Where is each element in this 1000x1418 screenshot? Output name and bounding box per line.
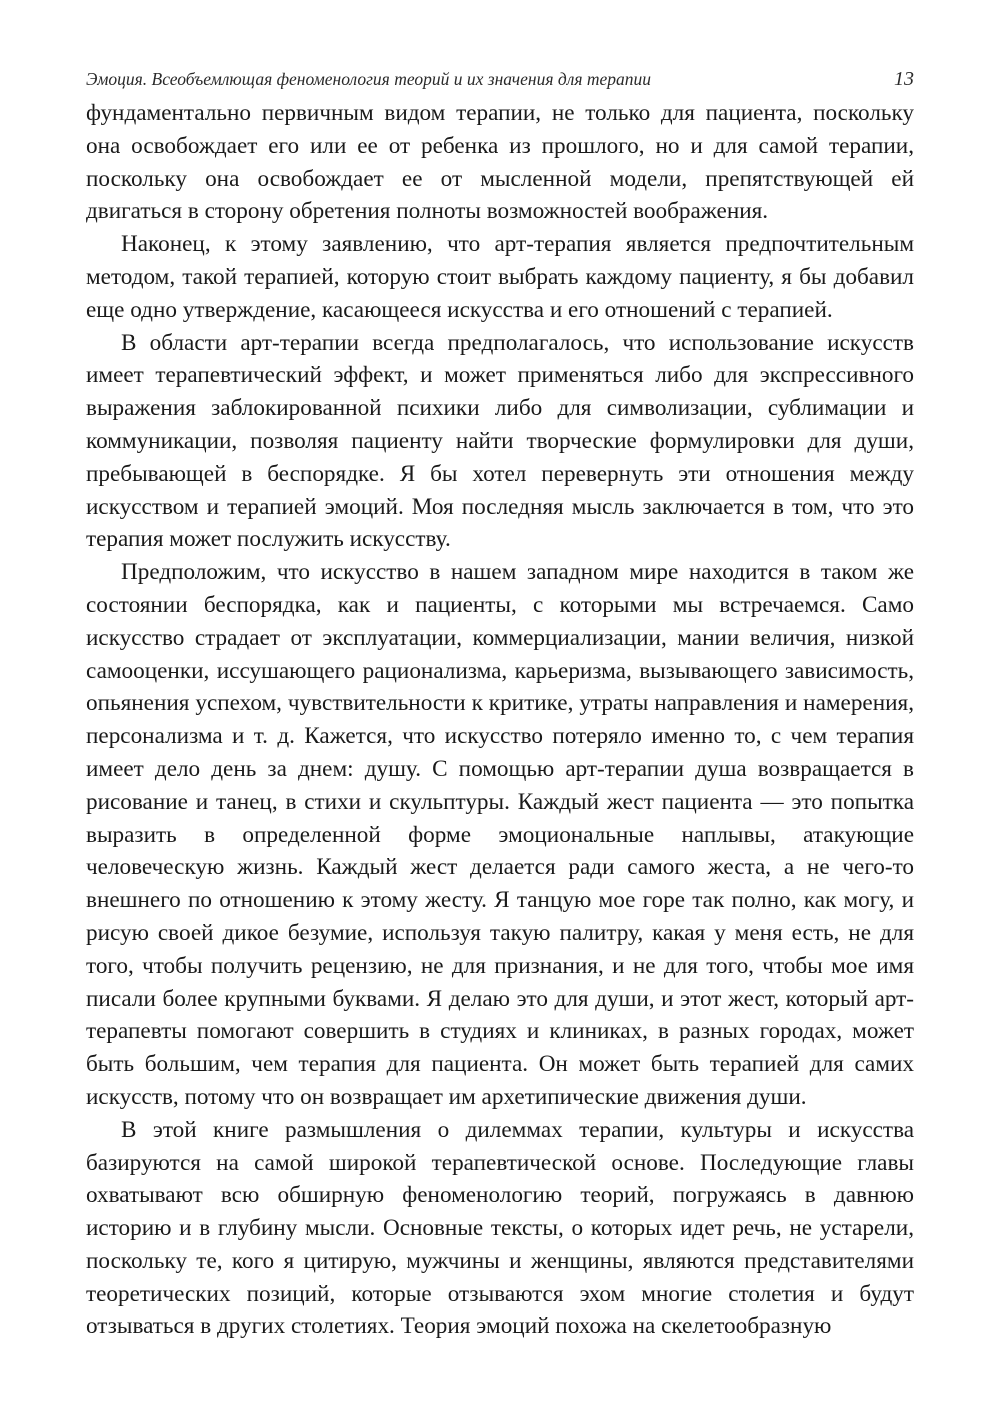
paragraph: В области арт-терапии всегда предполагалось, что использование искусств имеет терапевтический эффект, и может применяться либо для экспрессивного выражения заблокированной психики либо для символизации, сублимации и коммуникации, позволяя пациенту найти творческие формулировки для души, пребывающей в беспорядке. Я бы хотел перевернуть эти отношения между искусством и терапией эмоций. Моя последняя мысль заключается в том, что это терапия может послужить искусству. (86, 329, 914, 553)
running-header (86, 66, 914, 92)
paragraph: Наконец, к этому заявлению, что арт-терапия является предпочтительным методом, такой терапией, которую стоит выбрать каждому пациенту, я бы добавил еще одно утверждение, касающееся искусства и его отношений с терапией. (86, 231, 914, 323)
body-text (86, 97, 914, 1343)
paragraph: В этой книге размышления о дилеммах терапии, культуры и искусства базируются на самой широкой терапевтической основе. Последующие главы охватывают всю обширную феноменологию теорий, погружаясь в давнюю историю и в глубину мысли. Основные тексты, о которых идет речь, не устарели, поскольку те, кого я цитирую, мужчины и женщины, являются представителями теоретических позиций, которые отзываются эхом многие столетия и будут отзываться в других столетиях. Теория эмоций похожа на скелетообразную (86, 1116, 914, 1340)
paragraph-continuation: фундаментально первичным видом терапии, не только для пациента, поскольку она освобождает его или ее от ребенка из прошлого, но и для самой терапии, поскольку она освобождает ее от мысленной модели, препятствующей ей двигаться в сторону обретения полноты возможностей воображения. (86, 100, 914, 225)
paragraph: Предположим, что искусство в нашем западном мире находится в таком же состоянии беспорядка, как и пациенты, с которыми мы встречаемся. Само искусство страдает от эксплуатации, коммерциализации, мании величия, низкой самооценки, иссушающего рационализма, карьеризма, вызывающего зависимость, опьянения успехом, чувствительности к критике, утраты направления и намерения, персонализма и т. д. Кажется, что искусство потеряло именно то, с чем терапия имеет дело день за днем: душу. С помощью арт-терапии душа возвращается в рисование и танец, в стихи и скульптуры. Каждый жест пациента — это попытка выразить в определенной форме эмоциональные наплывы, атакующие человеческую жизнь. Каждый жест делается ради самого жеста, а не чего-то внешнего по отношению к этому жесту. Я танцую мое горе так полно, как могу, и рисую своей дикое безумие, используя такую палитру, какая у меня есть, не для того, чтобы получить рецензию, не для признания, и не для того, чтобы мое имя писали более крупными буквами. Я делаю это для души, и этот жест, который арт-терапевты помогают совершить в студиях и клиниках, в разных городах, может быть большим, чем терапия для пациента. Он может быть терапией для самих искусств, потому что он возвращает им архетипические движения души. (86, 559, 914, 1110)
running-title: Эмоция. Всеобъемлющая феноменология теорий и их значения для терапии (86, 69, 651, 89)
page-number: 13 (894, 68, 914, 90)
